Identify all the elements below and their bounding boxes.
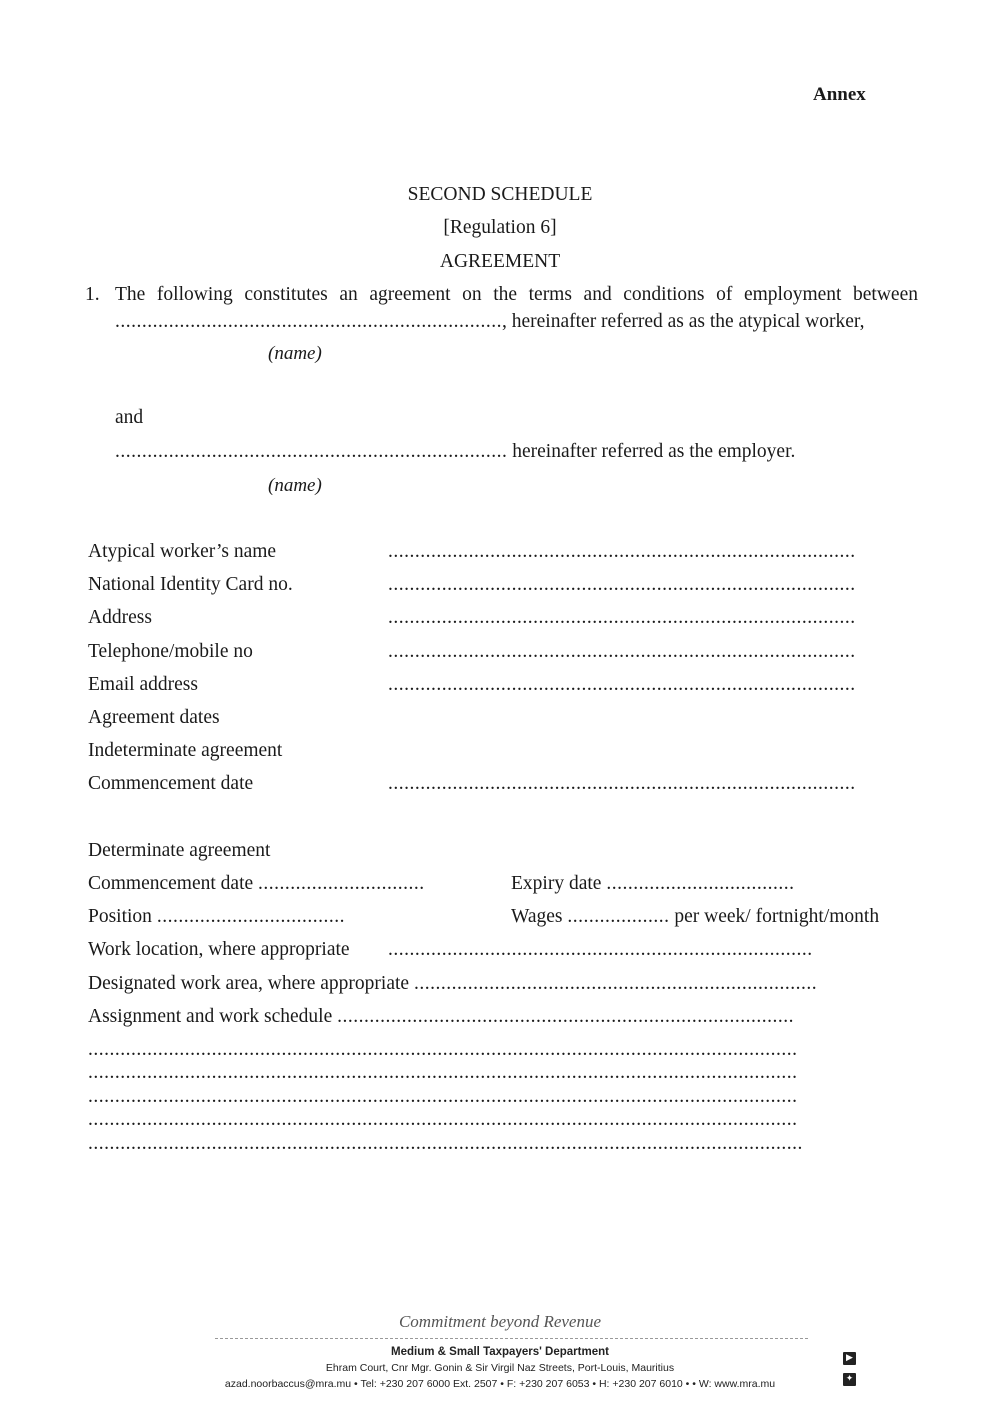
blank-line[interactable]: .................................................................................................................................... — [88, 1062, 798, 1083]
work-location-label: Work location, where appropriate — [88, 939, 350, 960]
assignment-label: Assignment and work schedule — [88, 1006, 333, 1027]
field-label: Email address — [88, 674, 198, 695]
determinate-expiry — [511, 873, 794, 895]
assignment-dots[interactable]: ..................................................................................... — [337, 1006, 794, 1027]
footer-address: Ehram Court, Cnr Mgr. Gonin & Sir Virgil Naz Streets, Port-Louis, Mauritius — [325, 1362, 675, 1374]
wages-dots[interactable]: ................... — [567, 906, 670, 927]
work-area-dots[interactable]: ........................................................................... — [413, 973, 818, 994]
footer-contact: azad.noorbaccus@mra.mu • Tel: +230 207 6000 Ext. 2507 • F: +230 207 6053 • H: +230 207 6010 • • W: www.mra.mu — [224, 1378, 776, 1390]
clause-text: The following constitutes an agreement on the terms and conditions of employment between — [115, 284, 918, 305]
position-dots[interactable]: ................................... — [156, 906, 345, 927]
field-label: Telephone/mobile no — [88, 641, 253, 662]
field-dots[interactable]: ....................................................................................... — [388, 574, 856, 595]
field-dots[interactable]: ....................................................................................... — [388, 607, 856, 628]
worker-name-hint: (name) — [268, 343, 322, 364]
employer-name-line — [115, 441, 795, 463]
twitter-icon[interactable]: ✦ — [843, 1373, 856, 1386]
youtube-icon[interactable]: ▶ — [843, 1352, 856, 1365]
field-label: Agreement dates — [88, 707, 220, 728]
work-area-line — [88, 973, 817, 995]
and-text: and — [115, 407, 144, 428]
field-dots[interactable]: ....................................................................................... — [388, 541, 856, 562]
agreement-title: AGREEMENT — [439, 251, 561, 272]
commencement-dots[interactable]: ............................... — [258, 873, 425, 894]
employer-name-suffix: hereinafter referred as the employer. — [507, 441, 796, 462]
field-label: Atypical worker’s name — [88, 541, 277, 562]
blank-line[interactable]: .................................................................................................................................... — [88, 1109, 798, 1130]
footer-motto: Commitment beyond Revenue — [398, 1312, 602, 1331]
employer-name-dots: ......................................................................... — [115, 441, 508, 462]
position-label: Position — [88, 906, 152, 927]
determinate-heading: Determinate agreement — [88, 840, 271, 861]
clause-number: 1. — [85, 284, 100, 305]
footer-divider — [215, 1338, 808, 1339]
work-area-label: Designated work area, where appropriate — [88, 973, 410, 994]
assignment-line — [88, 1006, 794, 1028]
field-label: National Identity Card no. — [88, 574, 293, 595]
determinate-wages — [511, 906, 879, 928]
field-label: Address — [88, 607, 152, 628]
worker-name-suffix: , hereinafter referred as as the atypical worker, — [502, 311, 865, 332]
blank-line[interactable]: .................................................................................................................................... — [88, 1086, 798, 1107]
determinate-commencement — [88, 873, 425, 895]
regulation-reference: [Regulation 6] — [443, 217, 557, 238]
determinate-position — [88, 906, 345, 928]
worker-name-dots: ........................................................................ — [115, 311, 502, 332]
expiry-label: Expiry date — [511, 873, 602, 894]
field-label: Indeterminate agreement — [88, 740, 283, 761]
field-label: Commencement date — [88, 773, 254, 794]
expiry-dots[interactable]: ................................... — [606, 873, 795, 894]
worker-name-line — [115, 311, 864, 333]
blank-line[interactable]: .................................................................................................................................... — [88, 1039, 798, 1060]
employer-name-hint: (name) — [268, 475, 322, 496]
annex-label: Annex — [813, 84, 866, 105]
field-dots[interactable]: ....................................................................................... — [388, 674, 856, 695]
work-location-dots[interactable]: ............................................................................... — [388, 939, 813, 960]
wages-label: Wages — [511, 906, 563, 927]
schedule-heading: SECOND SCHEDULE — [407, 184, 593, 205]
footer-department: Medium & Small Taxpayers' Department — [391, 1346, 609, 1358]
commencement-label: Commencement date — [88, 873, 254, 894]
blank-line[interactable]: ..................................................................................................................................... — [88, 1133, 803, 1154]
wages-suffix: per week/ fortnight/month — [674, 906, 880, 927]
field-dots[interactable]: ....................................................................................... — [388, 641, 856, 662]
field-dots[interactable]: ....................................................................................... — [388, 773, 856, 794]
